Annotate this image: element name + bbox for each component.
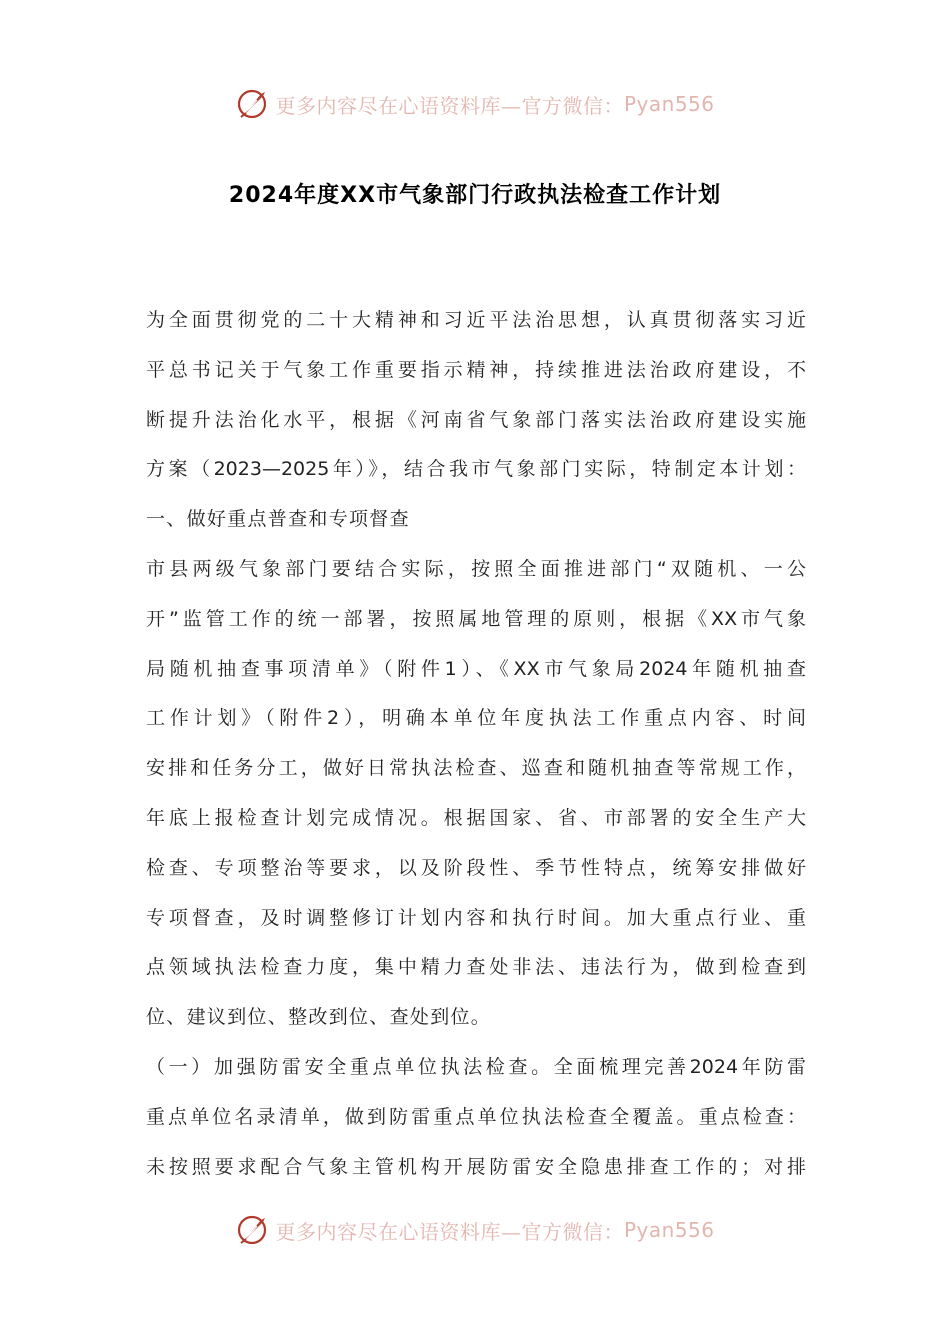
body-line: 方案（2023—2025年）》，结合我市气象部门实际，特制定本计划： <box>146 458 806 481</box>
body-line: 点领域执法检查力度，集中精力查处非法、违法行为，做到检查到 <box>146 956 806 979</box>
body-line: 年底上报检查计划完成情况。根据国家、省、市部署的安全生产大 <box>146 806 806 829</box>
body-line: 断提升法治化水平，根据《河南省气象部门落实法治政府建设实施 <box>146 408 806 431</box>
body-line: 为全面贯彻党的二十大精神和习近平法治思想，认真贯彻落实习近 <box>146 309 806 331</box>
body-line: 市县两级气象部门要结合实际，按照全面推进部门“双随机、一公 <box>146 557 806 580</box>
watermark-text: 更多内容尽在心语资料库—官方微信： <box>275 1219 624 1244</box>
subsection-line: （一）加强防雷安全重点单位执法检查。全面梳理完善2024年防雷 <box>146 1055 806 1078</box>
body-line: 检查、专项整治等要求，以及阶段性、季节性特点，统筹安排做好 <box>146 856 806 879</box>
watermark-header <box>0 84 950 124</box>
body-line: 局随机抽查事项清单》（附件1）、《XX市气象局2024年随机抽查 <box>146 657 806 680</box>
body-line: 开”监管工作的统一部署，按照属地管理的原则，根据《XX市气象 <box>146 607 806 630</box>
body-line: 重点单位名录清单，做到防雷重点单位执法检查全覆盖。重点检查： <box>146 1105 806 1128</box>
body-line: 工作计划》（附件2），明确本单位年度执法工作重点内容、时间 <box>146 707 806 730</box>
body-line: 安排和任务分工，做好日常执法检查、巡查和随机抽查等常规工作， <box>146 757 806 780</box>
document-body <box>146 296 806 1192</box>
watermark-footer <box>0 1210 950 1250</box>
document-title: 2024年度XX市气象部门行政执法检查工作计划 <box>228 183 722 208</box>
body-line: 未按照要求配合气象主管机构开展防雷安全隐患排查工作的；对排 <box>146 1155 806 1178</box>
quill-pen-logo-icon <box>235 86 271 122</box>
section-heading: 一、做好重点普查和专项督查 <box>146 508 410 531</box>
watermark-wechat-id: Pyan556 <box>623 1218 715 1242</box>
body-line: 平总书记关于气象工作重要指示精神，持续推进法治政府建设，不 <box>146 358 806 381</box>
body-line: 位、建议到位、整改到位、查处到位。 <box>146 1006 492 1029</box>
body-line: 专项督查，及时调整修订计划内容和执行时间。加大重点行业、重 <box>146 906 806 929</box>
watermark-wechat-id: Pyan556 <box>623 92 715 116</box>
quill-pen-logo-icon <box>235 1212 271 1248</box>
watermark-text: 更多内容尽在心语资料库—官方微信： <box>275 93 624 118</box>
